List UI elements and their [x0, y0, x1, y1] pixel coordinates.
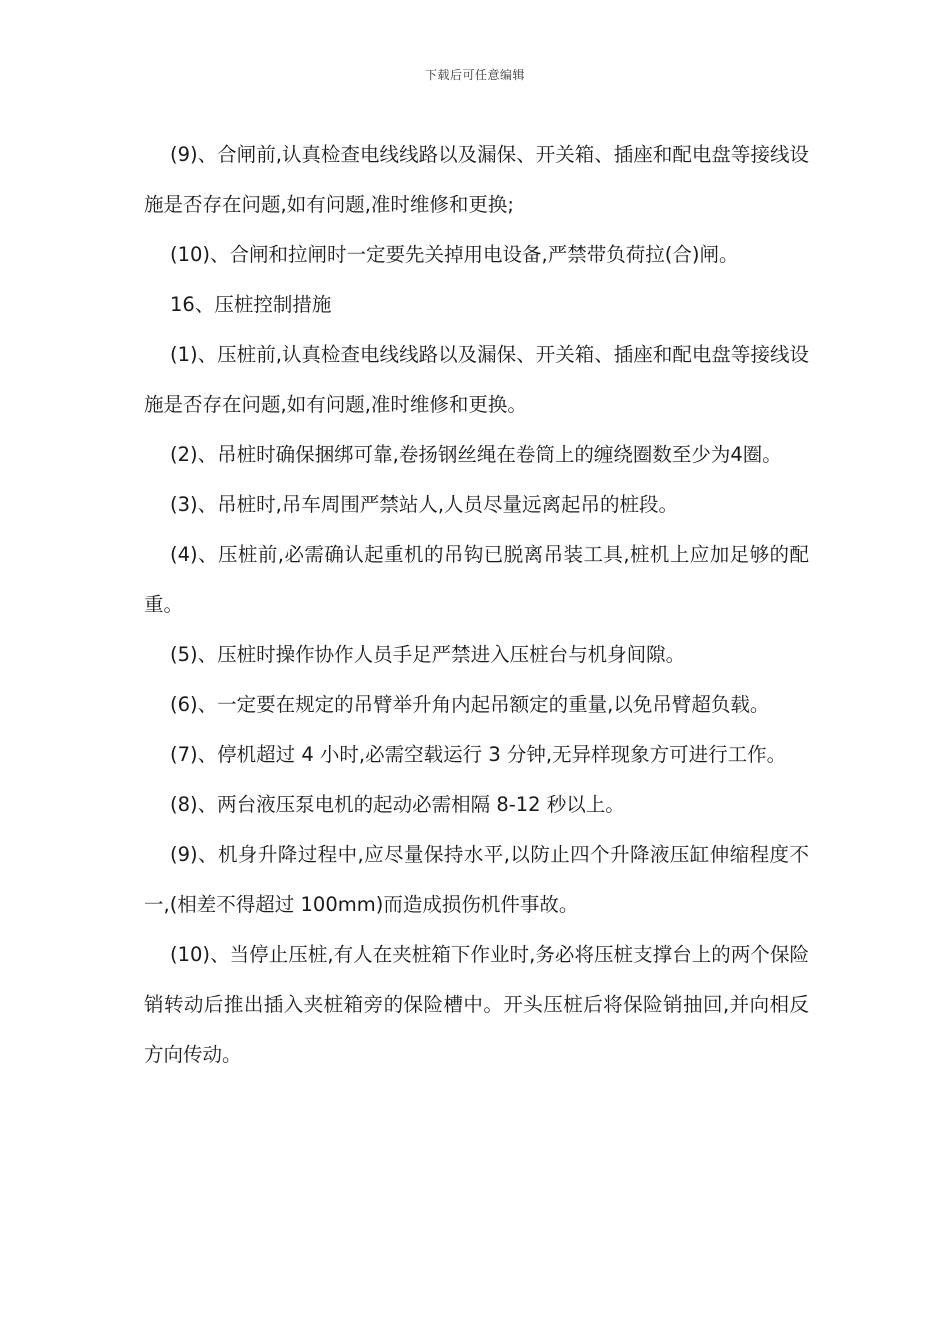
paragraph-10-switching: (10)、合闸和拉闸时一定要先关掉用电设备,严禁带负荷拉(合)闸。 [170, 243, 739, 266]
paragraph-3-crane-area: (3)、吊桩时,吊车周围严禁站人,人员尽量远离起吊的桩段。 [170, 493, 679, 516]
paragraph-9-leveling: (9)、机身升降过程中,应尽量保持水平,以防止四个升降液压缸伸缩程度不一,(相差不得超过 100mm)而造成损伤机件事故。 [144, 843, 809, 916]
document-body [144, 130, 809, 1080]
page-header: 下载后可任意编辑 [424, 68, 525, 82]
paragraph-7-idle-run: (7)、停机超过 4 小时,必需空载运行 3 分钟,无异样现象方可进行工作。 [170, 743, 787, 766]
paragraph-9-closing-check: (9)、合闸前,认真检查电线线路以及漏保、开关箱、插座和配电盘等接线设施是否存在问题,如有问题,准时维修和更换; [144, 143, 809, 216]
paragraph-10-safety-pins: (10)、当停止压桩,有人在夹桩箱下作业时,务必将压桩支撑台上的两个保险销转动后推出插入夹桩箱旁的保险槽中。开头压桩后将保险销抽回,并向相反方向传动。 [144, 943, 809, 1066]
section-heading-16: 16、压桩控制措施 [170, 293, 332, 316]
paragraph-1-pre-piling-check: (1)、压桩前,认真检查电线线路以及漏保、开关箱、插座和配电盘等接线设施是否存在问题,如有问题,准时维修和更换。 [144, 343, 809, 416]
paragraph-8-motor-start: (8)、两台液压泵电机的起动必需相隔 8-12 秒以上。 [170, 793, 625, 816]
paragraph-2-lifting-binding: (2)、吊桩时确保捆绑可靠,卷扬钢丝绳在卷筒上的缠绕圈数至少为4圈。 [170, 443, 782, 466]
paragraph-5-operator-safety: (5)、压桩时操作协作人员手足严禁进入压桩台与机身间隙。 [170, 643, 686, 666]
paragraph-6-boom-angle: (6)、一定要在规定的吊臂举升角内起吊额定的重量,以免吊臂超负载。 [170, 693, 770, 716]
paragraph-4-hook-release: (4)、压桩前,必需确认起重机的吊钩已脱离吊装工具,桩机上应加足够的配重。 [144, 543, 809, 616]
